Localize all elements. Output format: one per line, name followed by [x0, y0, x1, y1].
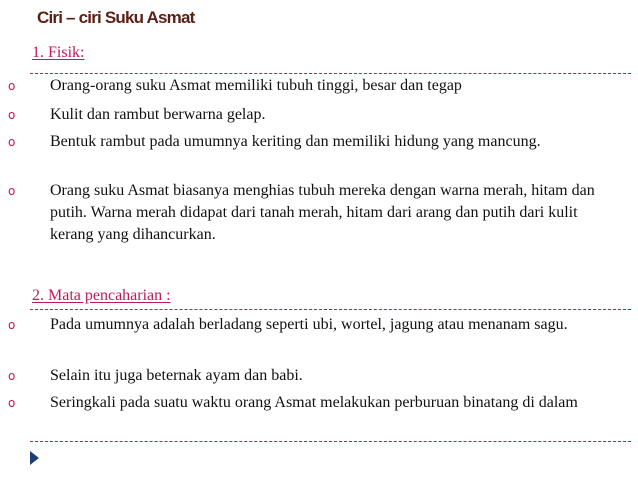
- list-item-text: Kulit dan rambut berwarna gelap.: [50, 106, 266, 123]
- list-item-text: Selain itu juga beternak ayam dan babi.: [50, 367, 303, 384]
- bullet-icon: o: [8, 318, 16, 332]
- bullet-icon: o: [8, 108, 16, 122]
- divider: [30, 441, 631, 442]
- list-item-text: Pada umumnya adalah berladang seperti ubi, wortel, jagung atau menanam sagu.: [50, 316, 568, 333]
- divider: [30, 73, 631, 74]
- bullet-icon: o: [8, 79, 16, 93]
- bullet-icon: o: [8, 184, 16, 198]
- list-item: [8, 131, 618, 153]
- list-item-text: Orang suku Asmat biasanya menghias tubuh mereka dengan warna merah, hitam dan putih. Warna merah didapat dari tanah merah, hitam dari arang dan putih dari kulit kerang yang dihancurkan.: [50, 182, 595, 243]
- list-item: [8, 75, 618, 97]
- list-item: [8, 104, 618, 126]
- list-item-text: Orang-orang suku Asmat memiliki tubuh tinggi, besar dan tegap: [50, 77, 462, 94]
- bullet-icon: o: [8, 396, 16, 410]
- list-item: [8, 314, 618, 336]
- list-item-text: Bentuk rambut pada umumnya keriting dan memiliki hidung yang mancung.: [50, 133, 541, 150]
- divider: [30, 309, 631, 310]
- list-item: [8, 392, 618, 414]
- slide-title: Ciri – ciri Suku Asmat: [37, 8, 195, 27]
- list-item: [8, 180, 618, 246]
- bullet-icon: o: [8, 135, 16, 149]
- bullet-icon: o: [8, 369, 16, 383]
- section-heading-fisik: 1. Fisik:: [32, 44, 85, 61]
- triangle-arrow-icon: [30, 451, 39, 465]
- list-item: [8, 365, 618, 387]
- section-heading-mata-pencaharian: 2. Mata pencaharian :: [32, 287, 171, 304]
- list-item-text: Seringkali pada suatu waktu orang Asmat melakukan perburuan binatang di dalam: [50, 394, 578, 411]
